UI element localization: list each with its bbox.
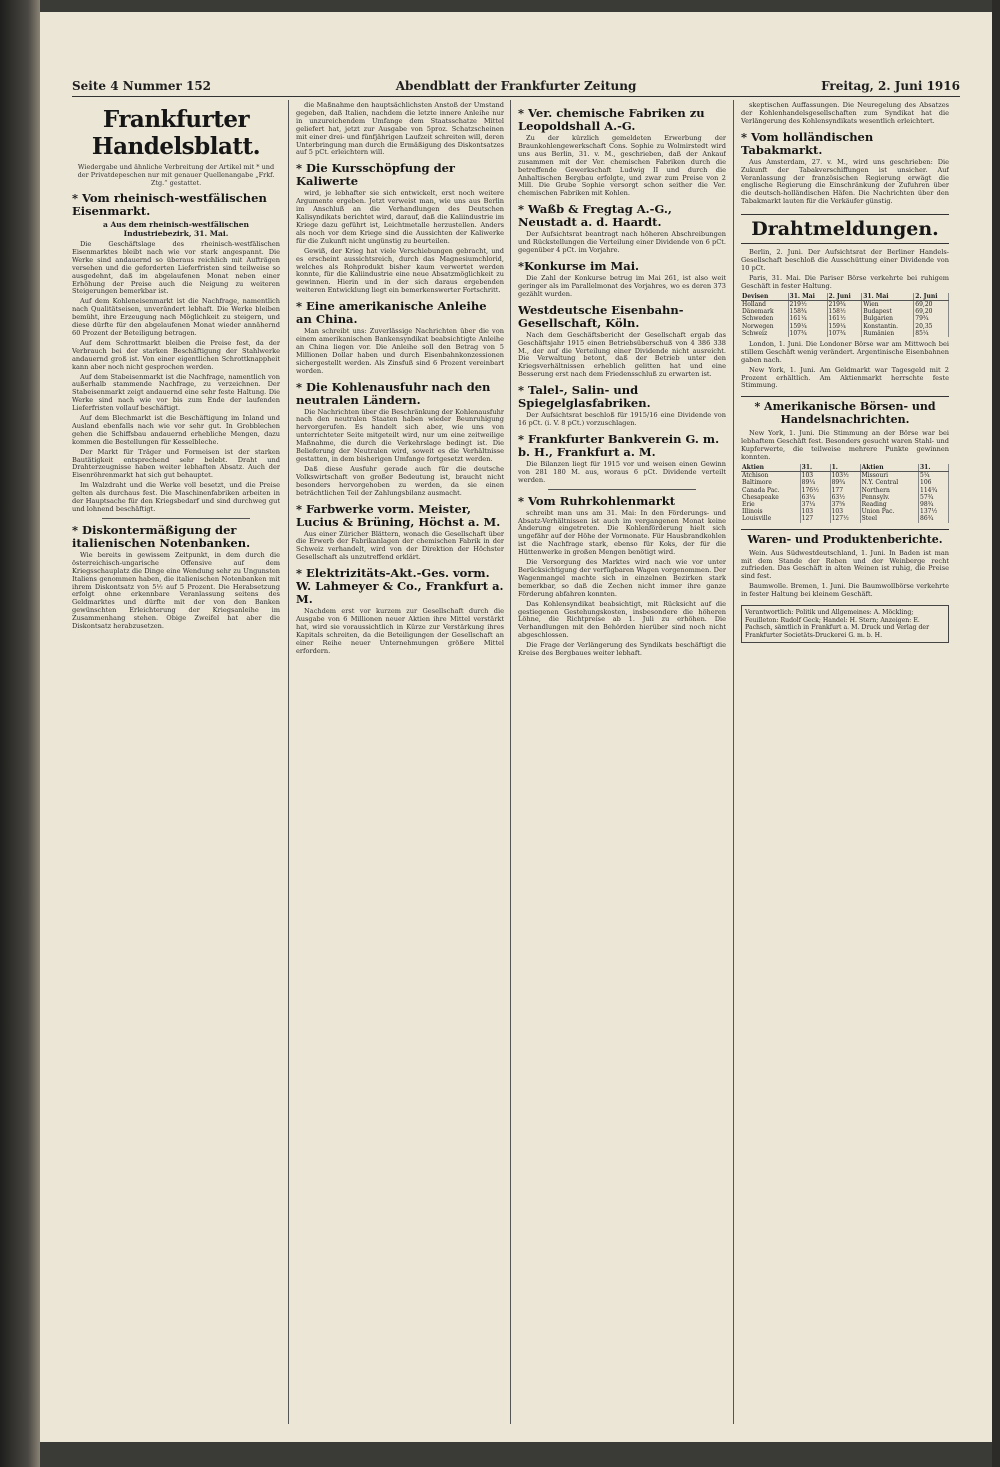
- table-cell: 69,20: [914, 308, 949, 315]
- article-body: [296, 102, 504, 157]
- paragraph: Wie bereits in gewissem Zeitpunkt, in dem durch die österreichisch-ungarische Offensive auf dem Kriegsschauplatz die Dinge eine Wendung sehr zu Ungunsten Italiens genommen haben, die italienischen Notenbanken mit ihrem Diskontsatz von 5½ auf 5 Prozent. Die Herabsetzung erfolgt ohne erkennbare Veranlassung seitens des Geldmarktes und dürfte mit der von den Banken gewünschten Erleichterung der Kriegsanleihe im Zusammenhang stehen. Obige Zweifel hat aber die Diskontsatz herabzusetzen.: [72, 550, 280, 631]
- table-cell: Union Pac.: [860, 508, 918, 515]
- table-cell: 103: [800, 472, 830, 480]
- table-cell: Northern: [860, 487, 918, 494]
- table-cell: 86¾: [919, 515, 949, 522]
- paragraph: Auf dem Schrottmarkt bleiben die Preise fest, da der Verbrauch bei der starken Beschäftigung der Stahlwerke andauernd groß ist. Von einer eigentlichen Schrottknappheit kann aber noch nicht gesprochen werden.: [72, 338, 280, 371]
- column-4: [741, 102, 949, 1422]
- table-cell: Rumänien: [862, 330, 914, 337]
- table-row: [741, 300, 949, 308]
- table-row: [741, 323, 949, 330]
- article-title: * Vom rheinisch-westfälischen Eisenmarkt.: [72, 191, 267, 218]
- table-row: [741, 494, 949, 501]
- table-cell: 158½: [827, 308, 862, 315]
- paragraph: wird, je lebhafter sie sich entwickelt, erst noch weitere Argumente ergeben. Jetzt verweist man, wie uns aus Berlin im Anschluß an die Verhandlungen des Deutschen Kalisyndikats berichtet wird, darauf, daß die Kaliindustrie im Kriege dazu geführt ist, Leichtmetalle herzustellen. Anders als noch vor dem Kriege sind die Aussichten der Kaliwerke für die Zukunft nicht ungünstig zu beurteilen.: [296, 189, 504, 245]
- table-row: [741, 508, 949, 515]
- section-masthead: Frankfurter Handelsblatt.: [91, 106, 261, 160]
- article-title: * Waßb & Fregtag A.-G., Neustadt a. d. Haardt.: [518, 202, 672, 230]
- column-rule: [733, 100, 734, 1424]
- article-title: * Farbwerke vorm. Meister, Lucius & Brüning, Höchst a. M.: [296, 501, 501, 529]
- section-heading: * Amerikanische Börsen- und Handelsnachrichten.: [741, 396, 949, 426]
- article-body: [72, 241, 280, 514]
- article-title: * Die Kohlenausfuhr nach den neutralen Ländern.: [296, 379, 491, 407]
- table-cell: 107¾: [788, 330, 827, 337]
- article-body: [518, 461, 726, 485]
- table-cell: 37⅝: [830, 501, 860, 508]
- paragraph: Auf dem Kohleneisenmarkt ist die Nachfrage, namentlich nach Qualitätseisen, unverändert lebhaft. Die Werke bleiben bemüht, ihre Erzeugung nach Möglichkeit zu steigern, und diese dürfte für den abgelaufenen Monat wieder annähernd 60 Prozent der Beteiligung betragen.: [72, 297, 280, 337]
- paragraph: Die Frage der Verlängerung des Syndikats beschäftigt die Kreise des Bergbaues weiter lebhaft.: [518, 641, 726, 658]
- table-cell: Pennsylv.: [860, 494, 918, 501]
- table-cell: Reading: [860, 501, 918, 508]
- table-cell: 57¾: [919, 494, 949, 501]
- paragraph: Die Bilanzen liegt für 1915 vor und weisen einen Gewinn von 281 180 M. aus, woraus 6 pCt. Dividende verteilt werden.: [518, 459, 726, 484]
- paragraph: Paris, 31. Mai. Die Pariser Börse verkehrte bei ruhigem Geschäft in fester Haltung.: [741, 273, 949, 290]
- wire-reports: [741, 249, 949, 291]
- table-row: [741, 472, 949, 480]
- paragraph: New York, 1. Juni. Die Stimmung an der Börse war bei lebhaftem Geschäft fest. Besonders gesucht waren Stahl- und Kupferwerte, die teilweise mehrere Punkte gewinnen konnten.: [741, 429, 949, 462]
- article-dateline: a Aus dem rheinisch-westfälischen Industriebezirk, 31. Mai.: [103, 220, 249, 238]
- table-cell: 63¼: [800, 494, 830, 501]
- table-cell: Schweden: [741, 315, 788, 322]
- exchange-rate-table: [741, 293, 949, 337]
- divider: [548, 489, 696, 490]
- table-row: [741, 487, 949, 494]
- paragraph: Nach dem Geschäftsbericht der Gesellschaft ergab das Geschäftsjahr 1915 einen Betriebsüberschuß von 4 386 338 M., der auf die Verteilung einer Dividende nicht ausreicht. Die Verwaltung betont, daß der Betrieb unter den Kriegsverhältnissen erheblich gelitten hat und eine Besserung erst nach dem Friedensschluß zu erwarten ist.: [518, 330, 726, 379]
- table-cell: Norwegen: [741, 323, 788, 330]
- page-edge: [992, 0, 1000, 1467]
- article-title: * Vom Ruhrkohlenmarkt: [518, 493, 676, 508]
- article-title: *Konkurse im Mai.: [518, 258, 640, 273]
- table-cell: 161½: [827, 315, 862, 322]
- table-cell: 98¾: [919, 501, 949, 508]
- paragraph: Nachdem erst vor kurzem zur Gesellschaft durch die Ausgabe von 6 Millionen neuer Aktien ihre Mittel verstärkt hat, wird sie voraussichtlich in Kürze zur Verstärkung ihres Kapitals schreiten, da die Beteiligungen der Gesellschaft an einer Reihe neuer Unternehmungen größere Mittel erfordern.: [296, 607, 504, 655]
- table-cell: 161¼: [788, 315, 827, 322]
- table-row: [741, 330, 949, 337]
- table-cell: 137½: [919, 508, 949, 515]
- table-cell: 114¾: [919, 487, 949, 494]
- imprint-box: Verantwortlich: Politik und Allgemeines: A. Möckling; Feuilleton: Rudolf Geck; Handel: H. Stern; Anzeigen: E. Pachsch, sämtlich in Frankfurt a. M. Druck und Verlag der Frankfurter Societäts-Druckerei G. m. b. H.: [741, 605, 949, 643]
- article-body: [296, 328, 504, 375]
- table-cell: 89¼: [800, 479, 830, 486]
- table-row: [741, 308, 949, 315]
- paragraph: Das Kohlensyndikat beabsichtigt, mit Rücksicht auf die gestiegenen Gestehungskosten, insbesondere die höheren Löhne, die Richtpreise ab 1. Juli zu erhöhen. Die Verhandlungen mit den Behörden hierüber sind noch nicht abgeschlossen.: [518, 599, 726, 640]
- article-body: [518, 231, 726, 255]
- table-header: 2. Juni: [827, 293, 862, 301]
- table-cell: 20,35: [914, 323, 949, 330]
- table-cell: 106: [919, 479, 949, 486]
- table-cell: 159¼: [827, 323, 862, 330]
- paragraph: Wein. Aus Südwestdeutschland, 1. Juni. In Baden ist man mit dem Stande der Reben und der Weinberge recht zufrieden. Das Geschäft in alten Weinen ist ruhig, die Preise sind fest.: [741, 548, 949, 581]
- paragraph: Berlin, 2. Juni. Der Aufsichtsrat der Berliner Handels-Gesellschaft beschloß die Ausschüttung einer Dividende von 10 pCt.: [741, 248, 949, 272]
- table-cell: 103: [830, 508, 860, 515]
- table-cell: Bulgarien: [862, 315, 914, 322]
- stock-quote-table: [741, 464, 949, 523]
- article-title: * Die Kursschöpfung der Kaliwerte: [296, 161, 455, 189]
- paragraph: Der Aufsichtsrat beschloß für 1915/16 eine Dividende von 16 pCt. (i. V. 8 pCt.) vorzuschlagen.: [518, 411, 726, 428]
- reprint-note: Wiedergabe und ähnliche Verbreitung der Artikel mit * und der Privatdepeschen nur mit genauer Quellenangabe „Frkf. Ztg.“ gestattet.: [77, 163, 275, 187]
- paragraph: Die Versorgung des Marktes wird nach wie vor unter Berücksichtigung der verfügbaren Wagen vorgenommen. Der Wagenmangel machte sich in einzelnen Bezirken stark bemerkbar, so daß die Zechen nicht immer ihre ganze Förderung abfahren konnten.: [518, 558, 726, 598]
- paragraph: New York, 1. Juni. Am Geldmarkt war Tagesgeld mit 2 Prozent erhältlich. Am Aktienmarkt herrschte feste Stimmung.: [741, 365, 949, 390]
- article-title: * Vom holländischen Tabakmarkt.: [741, 129, 874, 157]
- table-header: 31.: [919, 464, 949, 472]
- table-cell: 158¾: [788, 308, 827, 315]
- page-header: [72, 74, 960, 97]
- table-cell: Baltimore: [741, 479, 800, 486]
- table-cell: 219¾: [827, 300, 862, 308]
- article-body: [741, 159, 949, 206]
- wire-reports: [741, 430, 949, 462]
- table-cell: 63½: [830, 494, 860, 501]
- table-cell: Konstantin.: [862, 323, 914, 330]
- table-header: Aktien: [860, 464, 918, 472]
- table-cell: Chesapeake: [741, 494, 800, 501]
- article-body: [518, 275, 726, 299]
- paragraph: Im Walzdraht und die Werke voll besetzt, und die Preise gelten als durchaus fest. Die Maschinenfabriken arbeiten in der Hauptsache für den Kriegsbedarf und sind durchweg gut und lohnend beschäftigt.: [72, 481, 280, 513]
- table-cell: Louisville: [741, 515, 800, 522]
- column-3: [518, 102, 726, 1422]
- table-cell: 219½: [788, 300, 827, 308]
- table-cell: N.Y. Central: [860, 479, 918, 486]
- article-body: [296, 608, 504, 655]
- table-cell: Missouri: [860, 472, 918, 480]
- table-header: 31.: [800, 464, 830, 472]
- table-row: [741, 479, 949, 486]
- article-title: * Ver. chemische Fabriken zu Leopoldshall A.-G.: [518, 106, 705, 133]
- table-cell: 79¾: [914, 315, 949, 322]
- table-cell: Holland: [741, 300, 788, 308]
- table-cell: 37¼: [800, 501, 830, 508]
- paragraph: Baumwolle. Bremen, 1. Juni. Die Baumwollbörse verkehrte in fester Haltung bei kleinem Geschäft.: [741, 582, 949, 599]
- table-cell: Illinois: [741, 508, 800, 515]
- table-cell: 5¼: [919, 472, 949, 480]
- article-body: [741, 102, 949, 126]
- paragraph: Die Nachrichten über die Beschränkung der Kohlenausfuhr nach den neutralen Staaten haben wieder Beunruhigung hervorgerufen. Es handelt sich aber, wie uns von unterrichteter Seite mitgeteilt wird, nur um eine zeitweilige Maßnahme, die durch die Verkehrslage bedingt ist. Die Belieferung der Neutralen wird, soweit es die Verhältnisse gestatten, in dem bisherigen Umfange fortgesetzt werden.: [296, 407, 504, 463]
- table-cell: Budapest: [862, 308, 914, 315]
- paragraph: Auf dem Blechmarkt ist die Beschäftigung im Inland und Ausland ebenfalls nach wie vor sehr gut. In Grobblechen gehen die Schiffsbau andauernd erhebliche Mengen, dazu kommen die Bestellungen für Kesselbleche.: [72, 414, 280, 446]
- table-header: Aktien: [741, 464, 800, 472]
- wire-reports: [741, 341, 949, 390]
- header-center: Abendblatt der Frankfurter Zeitung: [395, 79, 637, 93]
- table-cell: Canada Pac.: [741, 487, 800, 494]
- paragraph: Aus einer Züricher Blättern, wonach die Gesellschaft über die Erwerb der Fabrikanlagen der chemischen Fabrik in der Schweiz verhandelt, wird von der Direktion der Höchster Gesellschaft als unzutreffend erklärt.: [296, 529, 504, 562]
- table-cell: 127: [800, 515, 830, 522]
- paragraph: London, 1. Juni. Die Londoner Börse war am Mittwoch bei stillem Geschäft wenig verändert. Argentinische Eisenbahnen gaben nach.: [741, 339, 949, 364]
- article-body: [296, 190, 504, 295]
- table-header-row: [741, 293, 949, 301]
- article-title: * Talel-, Salin- und Spiegelglasfabriken.: [518, 383, 651, 411]
- table-header: 31. Mai: [788, 293, 827, 301]
- table-cell: Wien: [862, 300, 914, 308]
- column-rule: [510, 100, 511, 1424]
- paragraph: die Maßnahme den hauptsächlichsten Anstoß der Umstand gegeben, daß Italien, nachdem die letzte innere Anleihe nur in unzureichendem Umfange dem Staatsschatze Mittel geliefert hat, jetzt zur Ausgabe von 5proz. Schatzscheinen mit einer drei- und fünfjährigen Laufzeit schreiten will, deren Unterbringung man durch die Ermäßigung des Diskontsatzes auf 5 pCt. erleichtern will.: [296, 102, 504, 157]
- paragraph: Die Geschäftslage des rheinisch-westfälischen Eisenmarktes bleibt nach wie vor stark angespannt. Die Werke sind andauernd so überaus reichlich mit Aufträgen versehen und die geforderten Lieferfristen sind teilweise so ausgedehnt, daß im abgelaufenen Monat neben einer Erhöhung der Preise auch die Neigung zu weiteren Steigerungen bemerkbar ist.: [72, 240, 280, 296]
- paragraph: Auf dem Stabeisenmarkt ist die Nachfrage, namentlich von außerhalb stammende Nachfrage, zu verzeichnen. Der Stabeisenmarkt zeigt andauernd eine sehr feste Haltung. Die Werke sind nach wie vor bis zum Ende der laufenden Lieferfristen vollauf beschäftigt.: [72, 372, 280, 413]
- table-header: 2. Juni: [914, 293, 949, 301]
- paragraph: Man schreibt uns: Zuverlässige Nachrichten über die von einem amerikanischen Bankensyndikat beabsichtigte Anleihe an China liegen vor. Die Anleihe soll den Betrag von 5 Millionen Dollar haben und durch Eisenbahnkonzessionen sichergestellt werden. Als Zinsfuß sind 6 Prozent vereinbart worden.: [296, 327, 504, 375]
- paragraph: schreibt man uns am 31. Mai: In den Förderungs- und Absatz-Verhältnissen ist auch im vergangenen Monat keine Änderung eingetreten. Die Kohlenförderung hielt sich ungefähr auf der Höhe der Vormonate. Für Hausbrandkohlen ist die Nachfrage stark, ebenso für Koks, der für die Hüttenwerke in großen Mengen benötigt wird.: [518, 508, 726, 557]
- book-binding: [0, 0, 40, 1467]
- article-body: [296, 409, 504, 498]
- header-left: Seite 4 Nummer 152: [72, 79, 212, 93]
- paragraph: Der Aufsichtsrat beantragt nach höheren Abschreibungen und Rückstellungen die Verteilung einer Dividende von 6 pCt. gegenüber 4 pCt. im Vorjahre.: [518, 230, 726, 255]
- article-body: [296, 531, 504, 563]
- table-cell: 85¼: [914, 330, 949, 337]
- table-cell: 107¾: [827, 330, 862, 337]
- paragraph: Aus Amsterdam, 27. v. M., wird uns geschrieben: Die Zukunft der Tabakverschiffungen ist unsicher. Auf Veranlassung der französischen Regierung erwägt die englische Regierung die Einschränkung der Zufuhren über die deutsch-holländischen Häfen. Die Nachrichten über den Tabakmarkt lauten für die Verkäufer günstig.: [741, 157, 949, 206]
- header-right: Freitag, 2. Juni 1916: [821, 79, 960, 93]
- article-body: [518, 412, 726, 428]
- table-header: 31. Mai: [862, 293, 914, 301]
- table-header: Devisen: [741, 293, 788, 301]
- article-body: [518, 135, 726, 198]
- table-cell: Schweiz: [741, 330, 788, 337]
- article-title: * Diskontermäßigung der italienischen Notenbanken.: [72, 522, 251, 550]
- table-row: [741, 315, 949, 322]
- table-cell: 127½: [830, 515, 860, 522]
- article-title: Westdeutsche Eisenbahn-Gesellschaft, Köln.: [518, 302, 684, 330]
- commodity-reports: [741, 550, 949, 599]
- column-1: [72, 102, 280, 1422]
- table-cell: 177: [830, 487, 860, 494]
- table-header-row: [741, 464, 949, 472]
- table-cell: Erie: [741, 501, 800, 508]
- table-cell: 103½: [830, 472, 860, 480]
- paragraph: Daß diese Ausfuhr gerade auch für die deutsche Volkswirtschaft von großer Bedeutung ist, braucht nicht besonders hervorgehoben zu werden, da sie einen beträchtlichen Teil der Zahlungsbilanz ausmacht.: [296, 464, 504, 497]
- column-2: [296, 102, 504, 1422]
- paragraph: Zu der kürzlich gemeldeten Erwerbung der Braunkohlengewerkschaft Cons. Sophie zu Wolmirstedt wird uns aus Berlin, 31. v. M., geschrieben, daß der Ankauf zusammen mit der Ver. chemischen Fabriken durch die betreffende Gewerkschaft Ludwig II und durch die Anhaltischen Bergbau erfolgte, und zwar zum Preise von 2 Mill. Die Grube Sophie versorgt schon seither die Ver. chemischen Fabriken mit Kohlen.: [518, 134, 726, 198]
- table-cell: Steel: [860, 515, 918, 522]
- table-cell: Dänemark: [741, 308, 788, 315]
- article-body: [518, 332, 726, 379]
- article-title: * Elektrizitäts-Akt.-Ges. vorm. W. Lahmeyer & Co., Frankfurt a. M.: [296, 566, 504, 607]
- section-heading: Drahtmeldungen.: [741, 214, 949, 244]
- table-cell: Atchison: [741, 472, 800, 480]
- table-header: 1.: [830, 464, 860, 472]
- paragraph: Der Markt für Träger und Formeisen ist der starken Bautätigkeit entsprechend sehr belebt. Draht und Drahterzeugnisse haben weiter lebhaften Absatz. Auch der Eisenröhrenmarkt hat sich gut behauptet.: [72, 447, 280, 480]
- paragraph: Gewiß, der Krieg hat viele Verschiebungen gebracht, und es erscheint aussichtsreich, durch das Magnesiumchlorid, welches als Rohprodukt bisher kaum verwertet werden konnte, für die Kaliindustrie eine neue Absatzmöglichkeit zu gewinnen. Hierin und in der sich daraus ergebenden weiteren Entwicklung liegt ein bemerkenswerter Fortschritt.: [296, 246, 504, 295]
- article-title: * Eine amerikanische Anleihe an China.: [296, 299, 487, 327]
- table-row: [741, 501, 949, 508]
- article-title: * Frankfurter Bankverein G. m. b. H., Frankfurt a. M.: [518, 431, 720, 459]
- table-cell: 69,20: [914, 300, 949, 308]
- paragraph: Die Zahl der Konkurse betrug im Mai 261, ist also weit geringer als im Parallelmonat des Vorjahres, wo es deren 373 gezählt wurden.: [518, 273, 726, 298]
- table-cell: 103: [800, 508, 830, 515]
- article-body: [72, 552, 280, 631]
- section-heading: Waren- und Produktenberichte.: [741, 529, 949, 546]
- column-rule: [288, 100, 289, 1424]
- table-cell: 176½: [800, 487, 830, 494]
- table-row: [741, 515, 949, 522]
- table-cell: 89¾: [830, 479, 860, 486]
- divider: [102, 518, 250, 519]
- table-cell: 159¼: [788, 323, 827, 330]
- paragraph: skeptischen Auffassungen. Die Neuregelung des Absatzes der Kohlenhandelsgesellschaften zum Syndikat hat die Verlängerung des Kohlensyndikats wesentlich erleichtert.: [741, 102, 949, 125]
- article-body: [518, 510, 726, 658]
